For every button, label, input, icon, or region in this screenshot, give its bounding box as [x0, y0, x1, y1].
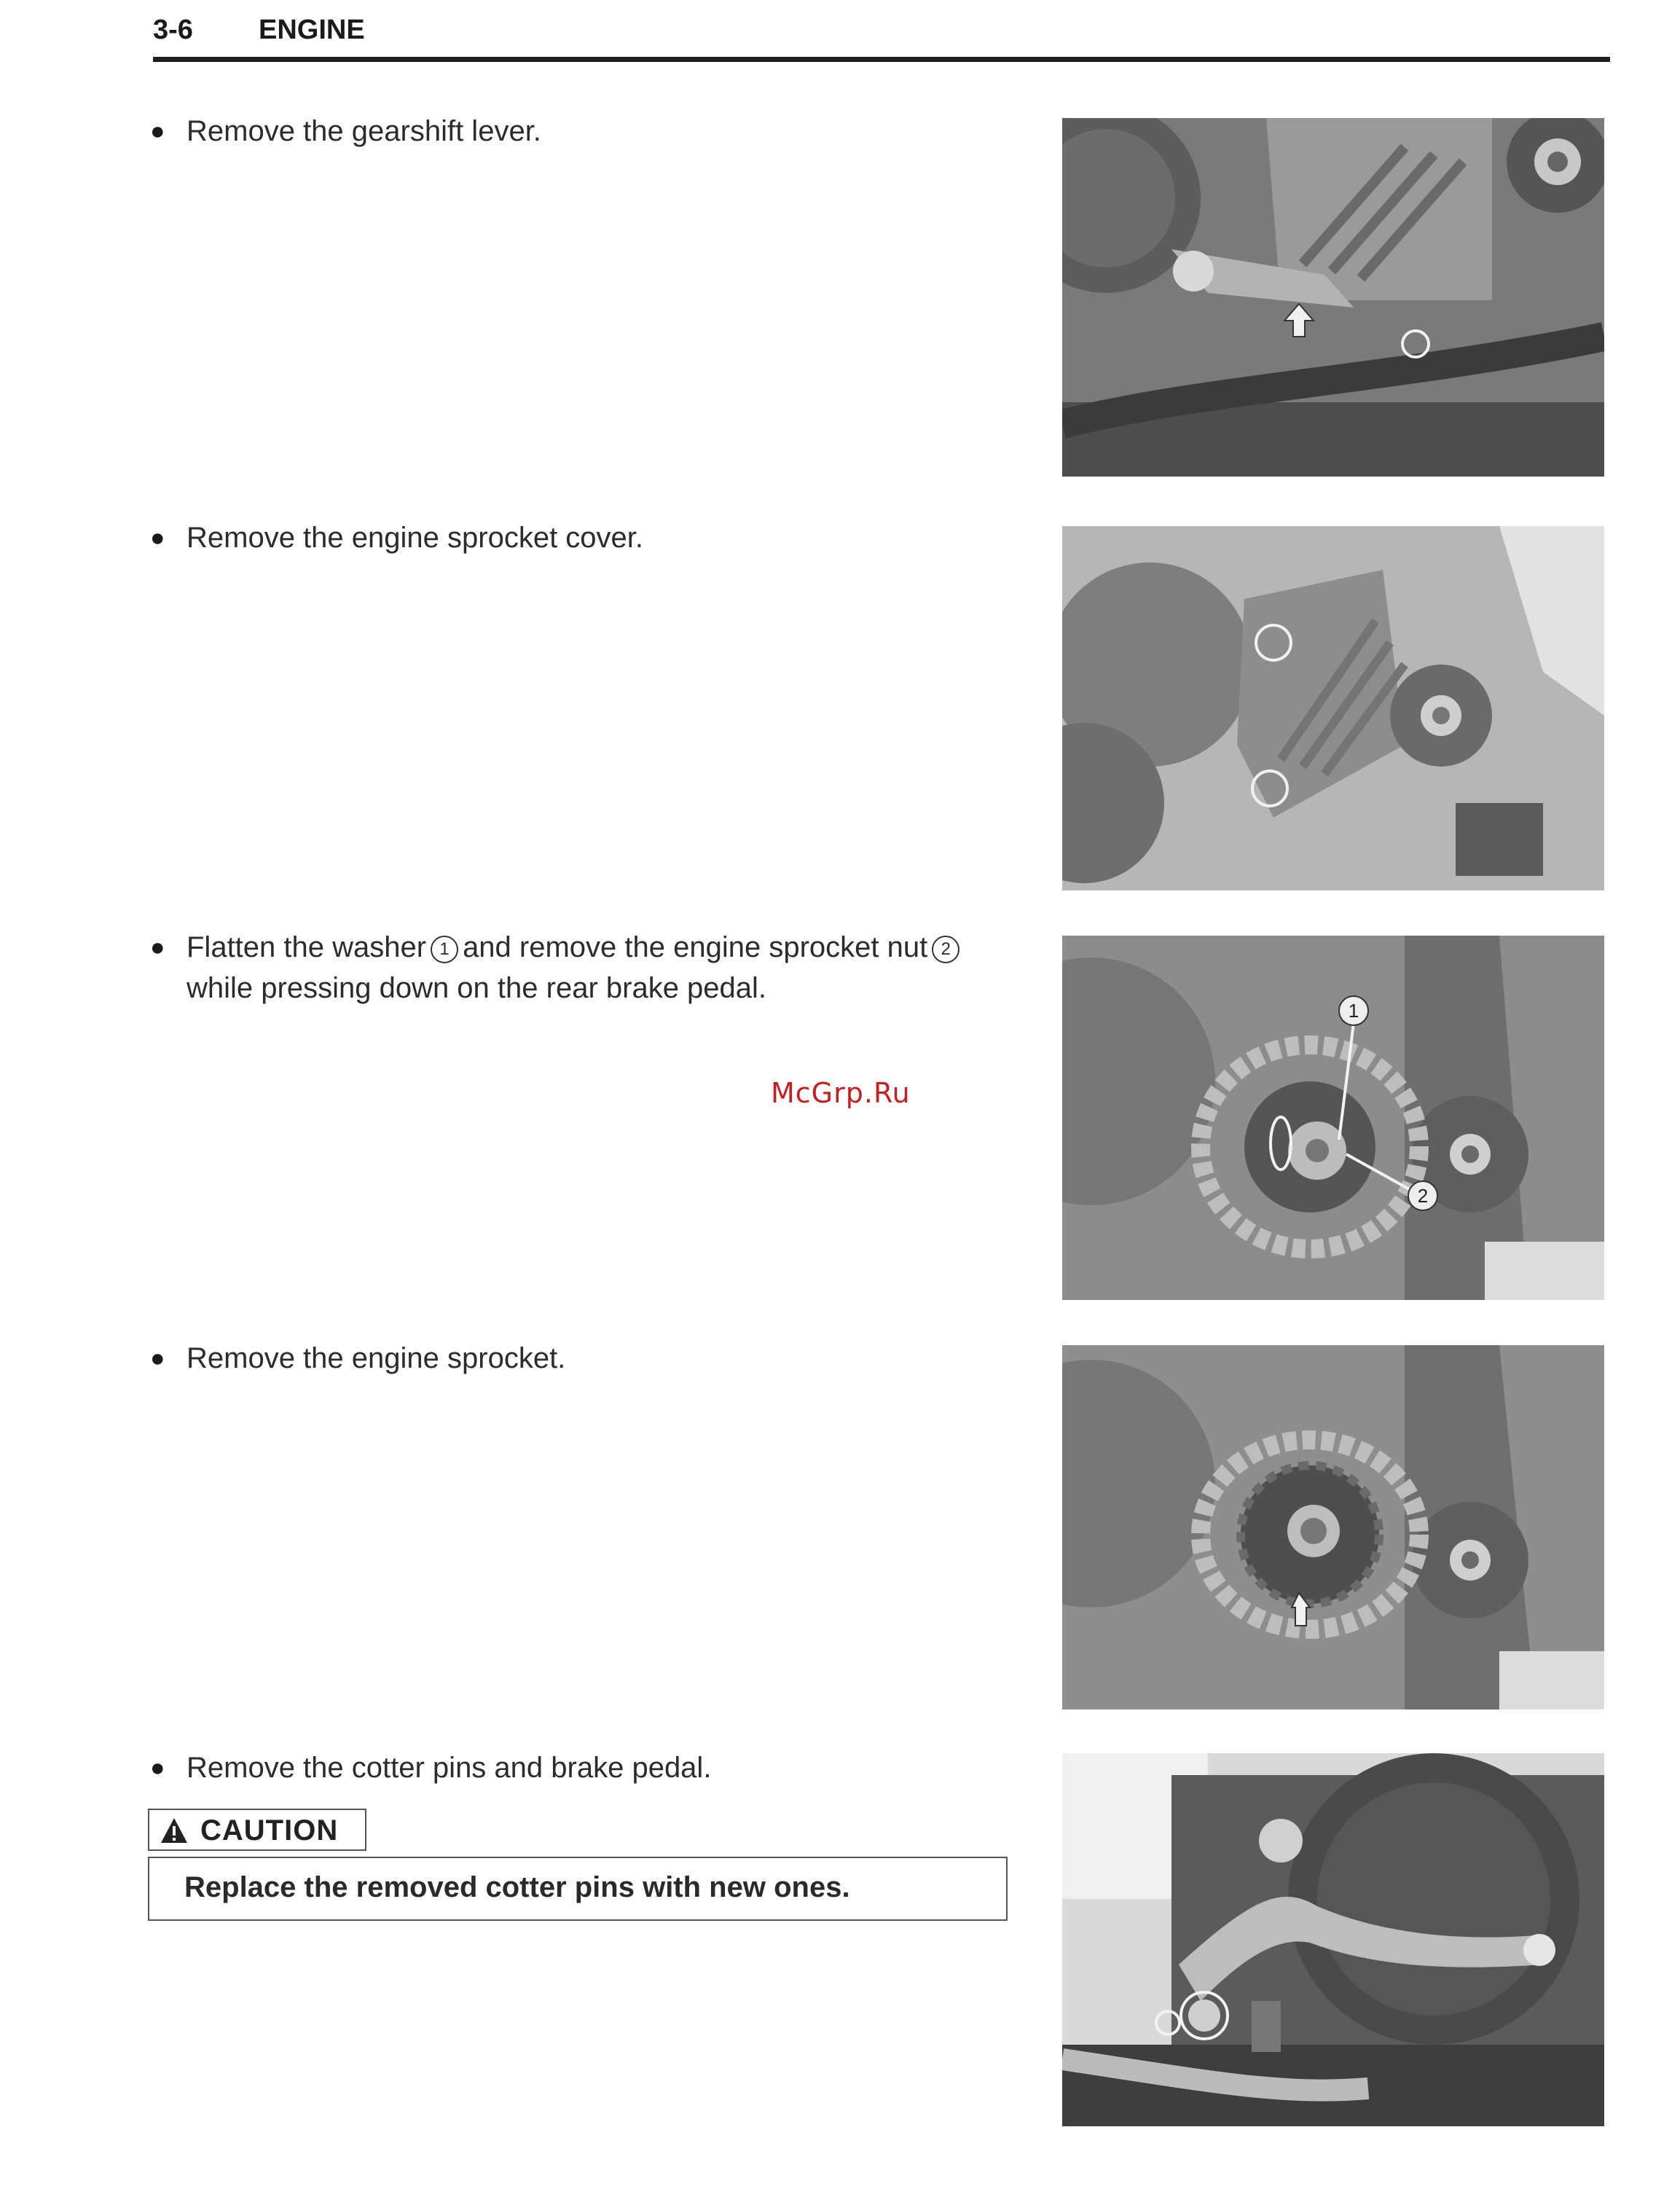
photo-gearshift-lever: [1062, 118, 1604, 477]
step-text: Remove the gearshift lever.: [187, 115, 541, 147]
bullet-icon: ●: [150, 117, 165, 145]
bullet-icon: ●: [150, 1344, 165, 1372]
header-rule: [153, 57, 1610, 62]
photo-brake-pedal: [1062, 1753, 1604, 2126]
section-title: ENGINE: [259, 15, 365, 45]
bullet-icon: ●: [150, 524, 165, 552]
step-text: Remove the cotter pins and brake pedal.: [187, 1752, 712, 1784]
page-header: [153, 10, 1610, 61]
photo-engine-sprocket: [1062, 1345, 1604, 1709]
page-number: 3-6: [153, 15, 193, 45]
caution-label: CAUTION: [148, 1809, 366, 1851]
bullet-icon: ●: [150, 933, 165, 961]
callout-marker-2: 2: [932, 936, 959, 963]
photo-sprocket-cover: [1062, 526, 1604, 890]
watermark: McGrp.Ru: [771, 1077, 911, 1109]
warning-icon: [160, 1817, 189, 1844]
caution-message: Replace the removed cotter pins with new ones.: [184, 1871, 850, 1903]
step-text: Remove the engine sprocket.: [187, 1342, 566, 1374]
photo-washer-sprocket-nut: [1062, 936, 1604, 1300]
callout-marker-1: 1: [431, 936, 458, 963]
step-text: Remove the engine sprocket cover.: [187, 522, 644, 554]
bullet-icon: ●: [150, 1754, 165, 1782]
step-text: Flatten the washer 1 and remove the engine sprocket nut 2 while pressing down on the rear brake pedal.: [187, 927, 1024, 1008]
photo-callout-2: 2: [1417, 1185, 1429, 1207]
caution-box: [148, 1857, 1008, 1921]
photo-callout-1: 1: [1348, 1000, 1359, 1022]
